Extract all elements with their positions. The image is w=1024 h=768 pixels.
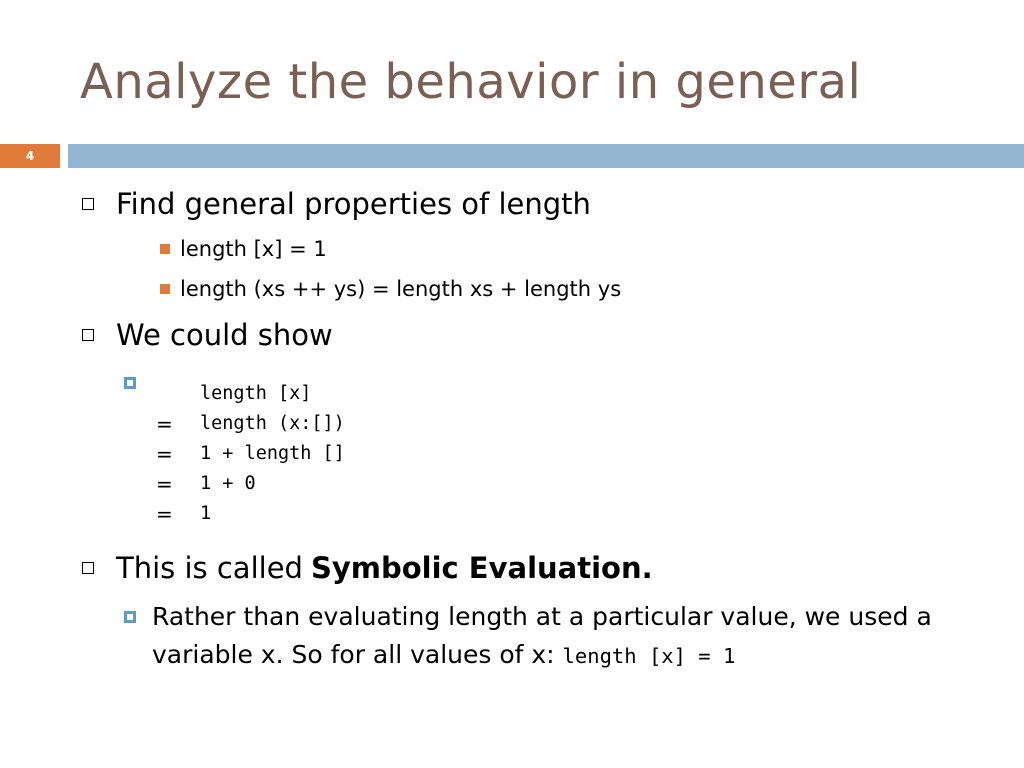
page-number-badge	[0, 144, 60, 168]
explanation-code: length [x] = 1	[562, 644, 736, 668]
bullet-symbolic-evaluation	[82, 550, 653, 586]
equals-sign: =	[156, 412, 173, 436]
derivation-step: 1	[200, 503, 212, 524]
hollow-square-bullet-icon	[82, 329, 94, 341]
explanation-text: Rather than evaluating length at a particular value, we used a variable x. So for all values of x:	[152, 602, 932, 669]
derivation-step: 1 + length []	[200, 443, 345, 464]
hollow-square-bullet-icon	[82, 198, 94, 210]
filled-square-bullet-icon	[160, 284, 170, 294]
sub-bullet-length-append	[160, 274, 621, 304]
derivation-step: 1 + 0	[200, 473, 256, 494]
sub-bullet-text: length (xs ++ ys) = length xs + length ys	[180, 277, 622, 301]
header-band	[68, 144, 1024, 168]
hollow-square-bullet-icon	[82, 562, 94, 574]
slide-title: Analyze the behavior in general	[80, 54, 862, 110]
hollow-blue-square-bullet-icon	[124, 377, 136, 389]
bullet-text-prefix: This is called	[116, 551, 303, 585]
derivation-first-line: length [x]	[200, 383, 312, 404]
bullet-text-bold: Symbolic Evaluation.	[310, 551, 653, 585]
equals-sign: =	[156, 472, 173, 496]
sub-bullet-text: length [x] = 1	[180, 237, 327, 261]
equals-sign: =	[156, 502, 173, 526]
bullet-text: Find general properties of length	[116, 187, 591, 221]
hollow-blue-square-bullet-icon	[124, 611, 136, 623]
symbolic-evaluation-explanation	[152, 598, 982, 675]
derivation-step: length (x:[])	[200, 413, 345, 434]
page-number: 4	[25, 149, 35, 163]
bullet-text: We could show	[116, 318, 333, 352]
sub-bullet-length-singleton	[160, 234, 327, 264]
bullet-find-properties	[82, 186, 591, 222]
filled-square-bullet-icon	[160, 244, 170, 254]
bullet-we-could-show	[82, 317, 333, 353]
equals-sign: =	[156, 442, 173, 466]
